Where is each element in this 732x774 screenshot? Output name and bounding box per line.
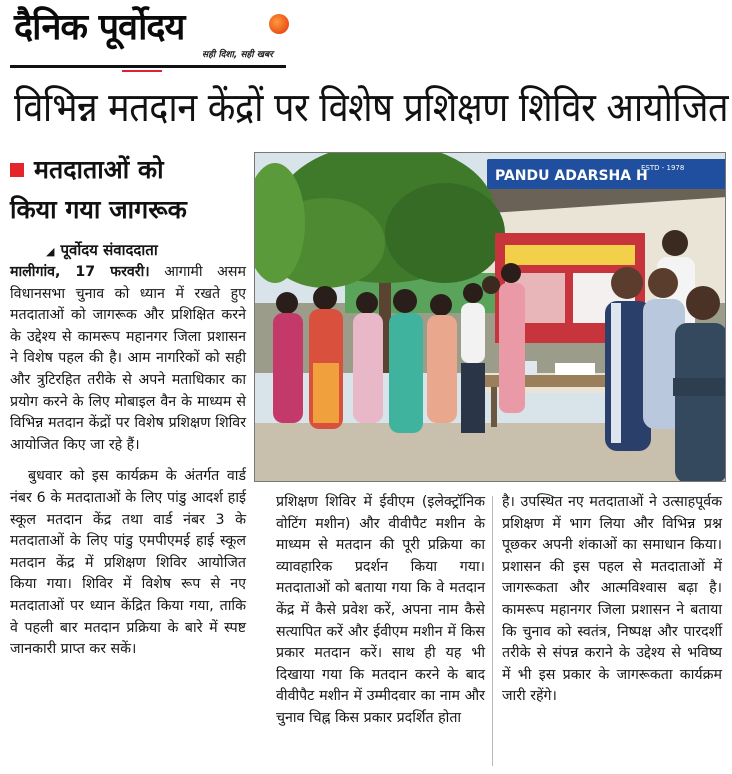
article-subhead bbox=[10, 150, 246, 230]
subhead-line2: किया गया जागरूक bbox=[10, 195, 187, 224]
sun-logo-icon bbox=[269, 14, 289, 34]
article-paragraph-1 bbox=[10, 262, 246, 456]
article-column-2 bbox=[276, 492, 485, 730]
byline bbox=[46, 240, 158, 260]
article-column-3 bbox=[502, 492, 722, 708]
dateline: मालीगांव, 17 फरवरी। bbox=[10, 264, 150, 280]
photo-illustration bbox=[255, 153, 726, 482]
triangle-pointer-icon: ◢ bbox=[46, 245, 55, 258]
school-sign-subtext: ESTD - 1978 bbox=[641, 164, 685, 172]
masthead-rule bbox=[10, 65, 286, 68]
newspaper-tagline: सही दिशा, सही खबर bbox=[202, 50, 273, 60]
column-divider bbox=[492, 496, 493, 766]
byline-text: पूर्वोदय संवाददाता bbox=[60, 241, 158, 259]
subhead-line1: मतदाताओं को bbox=[34, 155, 164, 184]
article-paragraph-4: है। उपस्थित नए मतदाताओं ने उत्साहपूर्वक प्रशिक्षण में भाग लिया और विभिन्न प्रश्न पूछकर अपनी शंकाओं का समाधान किया। प्रशासन की इस पहल से मतदाताओं में जागरूकता और आत्मविश्वास बढ़ा है। कामरूप महानगर जिला प्रशासन ने बताया कि चुनाव को स्वतंत्र, निष्पक्ष और पारदर्शी तरीके से संपन्न कराने के उद्देश्य से भविष्य में भी इस प्रकार के जागरूकता कार्यक्रम जारी रहेंगे। bbox=[502, 494, 722, 705]
article-headline: विभिन्न मतदान केंद्रों पर विशेष प्रशिक्षण शिविर आयोजित bbox=[14, 85, 729, 131]
masthead bbox=[10, 4, 286, 74]
article-paragraph-2: बुधवार को इस कार्यक्रम के अंतर्गत वार्ड नंबर 6 के मतदाताओं के लिए पांडु आदर्श हाई स्कूल मतदान केंद्र तथा वार्ड नंबर 3 के मतदाताओं के लिए पांडु एमपीएमई हाई स्कूल मतदान केंद्र में प्रशिक्षण शिविर आयोजित किया गया। शिविर में विशेष रूप से नए मतदाताओं पर ध्यान केंद्रित किया गया, ताकि वे पहली बार मतदान प्रक्रिया के बारे में स्पष्ट जानकारी प्राप्त कर सकें। bbox=[10, 468, 246, 658]
masthead-accent-rule bbox=[122, 70, 162, 72]
article-paragraph-3: प्रशिक्षण शिविर में ईवीएम (इलेक्ट्रॉनिक वोटिंग मशीन) और वीवीपैट मशीन के माध्यम से मतदान की पूरी प्रक्रिया का व्यावहारिक प्रदर्शन किया गया। मतदाताओं को बताया गया कि वे मतदान केंद्र में कैसे प्रवेश करें, अपना नाम कैसे सत्यापित करें और ईवीएम मशीन में किस प्रकार मतदान करें। साथ ही यह भी दिखाया गया कि मतदान करने के बाद वीवीपैट मशीन में उम्मीदवार का नाम और चुनाव चिह्न किस प्रकार प्रदर्शित होता bbox=[276, 494, 485, 726]
red-square-bullet-icon bbox=[10, 163, 24, 177]
paragraph-1-text: आगामी असम विधानसभा चुनाव को ध्यान में रखते हुए मतदाताओं को जागरूक और प्रशिक्षित करने के उद्देश्य से कामरूप महानगर जिला प्रशासन ने विशेष पहल की है। आम नागरिकों को सही और त्रुटिरहित तरीके से अपने मताधिकार का प्रयोग करने के लिए मोबाइल वैन के माध्यम से विभिन्न मतदान केंद्रों पर विशेष प्रशिक्षण शिविर आयोजित किए जा रहे हैं। bbox=[10, 264, 247, 453]
news-photo bbox=[254, 152, 726, 482]
subhead-line1-row bbox=[10, 150, 246, 190]
school-sign-text: PANDU ADARSHA H bbox=[495, 168, 648, 184]
article-column-1 bbox=[10, 262, 246, 661]
newspaper-name: दैनिक पूर्वोदय bbox=[14, 7, 185, 48]
